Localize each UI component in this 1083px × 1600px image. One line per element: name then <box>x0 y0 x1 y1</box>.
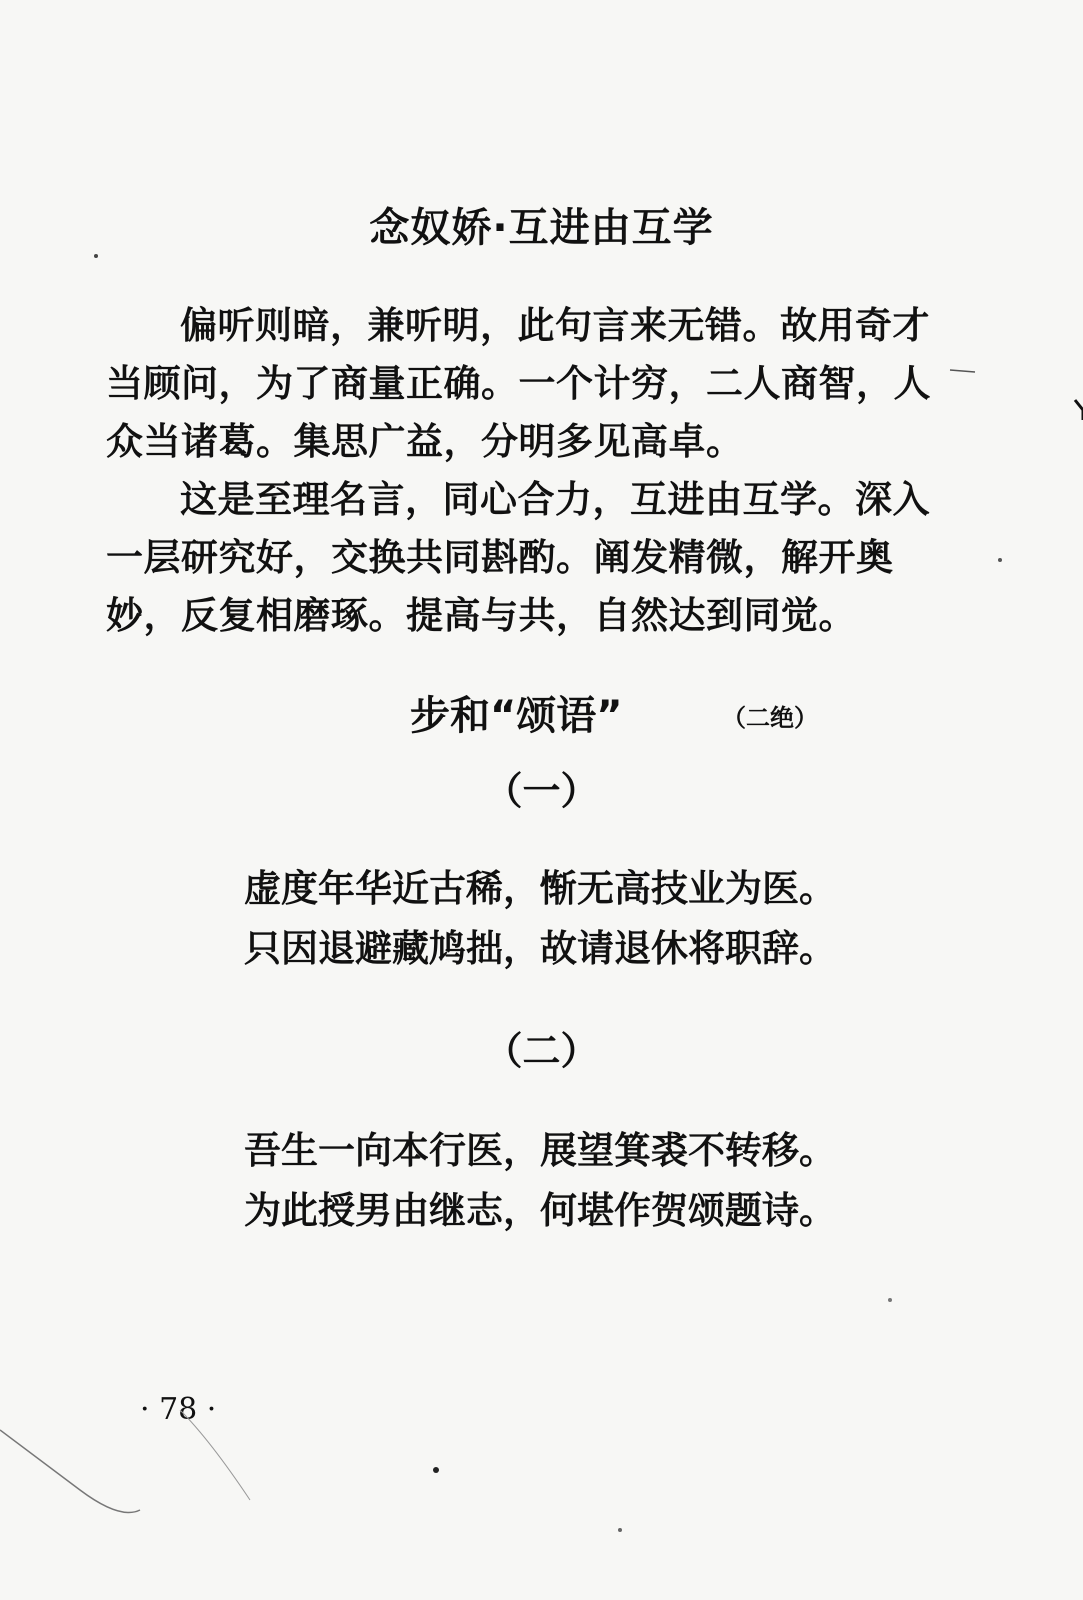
poem-paragraph-2: 这是至理名言，同心合力，互进由互学。深入一层研究好，交换共同斟酌。阐发精微，解开奥妙，反复相磨琢。提高与共，自然达到同觉。 <box>106 477 930 637</box>
poem-title-nian-nu-jiao: 念奴娇·互进由互学 <box>369 205 714 251</box>
poem-title-note: （二绝） <box>722 704 818 732</box>
section-number-2: （二） <box>484 1029 599 1073</box>
section-number-1: （一） <box>484 769 599 813</box>
page-number: · 78 · <box>140 1392 217 1427</box>
poem-title-bu-he-song-yu: 步和“颂语” <box>410 693 623 739</box>
verse-line: 虚度年华近古稀，惭无高技业为医。 <box>244 866 836 910</box>
verse-line: 为此授男由继志，何堪作贺颂题诗。 <box>244 1188 836 1232</box>
verse-line: 吾生一向本行医，展望箕裘不转移。 <box>244 1128 836 1172</box>
verse-line: 只因退避藏鸠拙，故请退休将职辞。 <box>244 926 836 970</box>
poem-paragraph-1: 偏听则暗，兼听明，此句言来无错。故用奇才当顾问，为了商量正确。一个计穷，二人商智，人众当诸葛。集思广益，分明多见高卓。 <box>106 303 931 463</box>
